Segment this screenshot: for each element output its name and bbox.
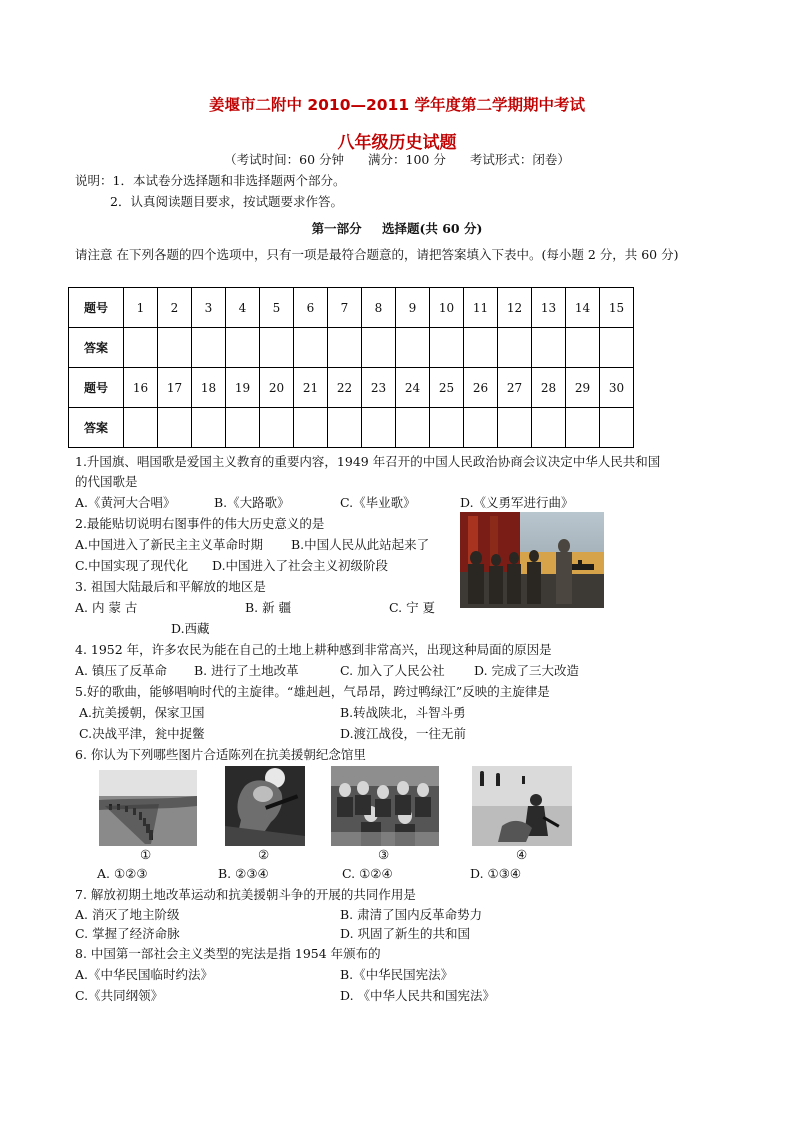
q7-option-b[interactable]: B. 肃清了国内反革命势力 [340,907,483,922]
answer-cell[interactable] [498,408,532,448]
exam-score: 满分：100 分 [368,152,446,167]
question-number: 8 [362,288,396,328]
question-number: 4 [226,288,260,328]
question-number: 22 [328,368,362,408]
question-number: 12 [498,288,532,328]
question-number: 6 [294,288,328,328]
answer-cell[interactable] [464,408,498,448]
q1-option-c[interactable]: C.《毕业歌》 [340,495,416,510]
row-label-question: 题号 [69,288,124,328]
answer-cell[interactable] [124,408,158,448]
answer-cell[interactable] [328,328,362,368]
question-number: 26 [464,368,498,408]
question-6-stem: 6. 你认为下列哪些图片合适陈列在抗美援朝纪念馆里 [75,747,366,762]
row-label-answer: 答案 [69,408,124,448]
answer-cell[interactable] [532,408,566,448]
question-5-stem: 5.好的歌曲，能够唱响时代的主旋律。“雄赳赳，气昂昂，跨过鸭绿江”反映的主旋律是 [75,684,550,699]
q7-option-c[interactable]: C. 掌握了经济命脉 [75,926,180,941]
answer-cell[interactable] [260,408,294,448]
exam-form: 考试形式：闭卷） [469,152,570,167]
section-notice: 请注意 在下列各题的四个选项中，只有一项是最符合题意的，请把答案填入下表中。(每小题 2 分，共 60 分) [75,247,679,262]
question-number: 7 [328,288,362,328]
answer-cell[interactable] [158,328,192,368]
q5-option-d[interactable]: D.渡江战役，一往无前 [340,726,467,741]
q6-option-d[interactable]: D. ①③④ [470,866,522,881]
answer-cell[interactable] [498,328,532,368]
q8-option-b[interactable]: B.《中华民国宪法》 [340,967,454,982]
section-title [0,219,794,237]
q2-option-d[interactable]: D.中国进入了社会主义初级阶段 [212,558,389,573]
question-number: 24 [396,368,430,408]
q2-option-c[interactable]: C.中国实现了现代化 [75,558,189,573]
question-2-stem: 2.最能贴切说明右图事件的伟大历史意义的是 [75,516,325,531]
q7-option-a[interactable]: A. 消灭了地主阶级 [75,907,180,922]
question-4-stem: 4. 1952 年，许多农民为能在自己的土地上耕种感到非常高兴，出现这种局面的原因是 [75,642,552,657]
answer-cell[interactable] [260,328,294,368]
question-number: 18 [192,368,226,408]
photo-1-river-crossing [99,770,197,846]
question-number: 19 [226,368,260,408]
founding-ceremony-photo [460,512,604,608]
exam-time: （考试时间：60 分钟 [224,152,345,167]
question-number: 17 [158,368,192,408]
answer-cell[interactable] [396,408,430,448]
question-8-stem: 8. 中国第一部社会主义类型的宪法是指 1954 年颁布的 [75,946,381,961]
answer-cell[interactable] [124,328,158,368]
section-name: 选择题(共 60 分) [381,221,483,236]
q7-option-d[interactable]: D. 巩固了新生的共和国 [340,926,471,941]
question-3-stem: 3. 祖国大陆最后和平解放的地区是 [75,579,266,594]
photo-1-caption: ① [140,847,152,862]
answer-cell[interactable] [600,408,634,448]
answer-cell[interactable] [464,328,498,368]
q2-option-a[interactable]: A.中国进入了新民主主义革命时期 [75,537,264,552]
answer-cell[interactable] [192,408,226,448]
q6-option-a[interactable]: A. ①②③ [97,866,148,881]
q6-option-b[interactable]: B. ②③④ [218,866,269,881]
question-1-stem-cont: 的代国歌是 [75,474,138,489]
photo-3-meeting [331,766,439,846]
answer-cell[interactable] [566,408,600,448]
question-number: 16 [124,368,158,408]
q5-option-b[interactable]: B.转战陕北，斗智斗勇 [340,705,466,720]
question-number: 27 [498,368,532,408]
q4-option-b[interactable]: B. 进行了土地改革 [194,663,299,678]
answer-cell[interactable] [532,328,566,368]
table-row [69,328,634,368]
row-label-answer: 答案 [69,328,124,368]
photo-4-caption: ④ [516,847,528,862]
table-row [69,368,634,408]
question-number: 21 [294,368,328,408]
question-number: 14 [566,288,600,328]
photo-3-caption: ③ [378,847,390,862]
answer-cell[interactable] [294,408,328,448]
answer-cell[interactable] [396,328,430,368]
answer-cell[interactable] [566,328,600,368]
answer-cell[interactable] [294,328,328,368]
answer-cell[interactable] [226,408,260,448]
q1-option-d[interactable]: D.《义勇军进行曲》 [460,495,574,510]
question-number: 2 [158,288,192,328]
instruction-2: 2．认真阅读题目要求，按试题要求作答。 [110,194,343,209]
answer-cell[interactable] [158,408,192,448]
table-row [69,408,634,448]
question-7-stem: 7. 解放初期土地改革运动和抗美援朝斗争的开展的共同作用是 [75,887,416,902]
question-number: 28 [532,368,566,408]
question-number: 1 [124,288,158,328]
answer-cell[interactable] [362,408,396,448]
q6-option-c[interactable]: C. ①②④ [342,866,393,881]
q1-option-b[interactable]: B.《大路歌》 [214,495,290,510]
instruction-1: 说明：1．本试卷分选择题和非选择题两个部分。 [75,173,346,188]
answer-cell[interactable] [226,328,260,368]
q5-option-c[interactable]: C.决战平津，瓮中捉鳖 [79,726,205,741]
q3-option-c[interactable]: C. 宁 夏 [389,600,436,615]
photo-2-caption: ② [258,847,270,862]
question-number: 23 [362,368,396,408]
q4-option-d[interactable]: D. 完成了三大改造 [474,663,580,678]
q4-option-a[interactable]: A. 镇压了反革命 [75,663,167,678]
q3-option-a[interactable]: A. 内 蒙 古 [75,600,138,615]
question-number: 20 [260,368,294,408]
question-number: 5 [260,288,294,328]
table-row [69,288,634,328]
q5-option-a[interactable]: A.抗美援朝，保家卫国 [79,705,205,720]
photo-4-field [472,766,572,846]
question-number: 3 [192,288,226,328]
q4-option-c[interactable]: C. 加入了人民公社 [340,663,445,678]
question-1-stem: 1.升国旗、唱国歌是爱国主义教育的重要内容，1949 年召开的中国人民政治协商会议决定中华人民共和国 [75,454,661,469]
question-number: 11 [464,288,498,328]
question-number: 15 [600,288,634,328]
q3-option-d[interactable]: D.西藏 [171,621,210,636]
photo-2-soldier [225,766,305,846]
q1-option-a[interactable]: A.《黄河大合唱》 [75,495,176,510]
q8-option-d[interactable]: D. 《中华人民共和国宪法》 [340,988,496,1003]
answer-cell[interactable] [192,328,226,368]
q2-option-b[interactable]: B.中国人民从此站起来了 [291,537,430,552]
question-number: 30 [600,368,634,408]
answer-table [68,287,634,448]
exam-info [0,150,794,168]
section-part: 第一部分 [311,221,362,236]
exam-subtitle: 八年级历史试题 [337,133,457,153]
question-number: 13 [532,288,566,328]
answer-cell[interactable] [362,328,396,368]
answer-cell[interactable] [600,328,634,368]
question-number: 25 [430,368,464,408]
exam-title: 姜堰市二附中 2010—2011 学年度第二学期期中考试 [208,96,586,114]
row-label-question: 题号 [69,368,124,408]
q8-option-c[interactable]: C.《共同纲领》 [75,988,164,1003]
answer-cell[interactable] [430,408,464,448]
answer-cell[interactable] [328,408,362,448]
answer-cell[interactable] [430,328,464,368]
q3-option-b[interactable]: B. 新 疆 [245,600,292,615]
question-number: 9 [396,288,430,328]
question-number: 10 [430,288,464,328]
q8-option-a[interactable]: A.《中华民国临时约法》 [75,967,214,982]
question-number: 29 [566,368,600,408]
